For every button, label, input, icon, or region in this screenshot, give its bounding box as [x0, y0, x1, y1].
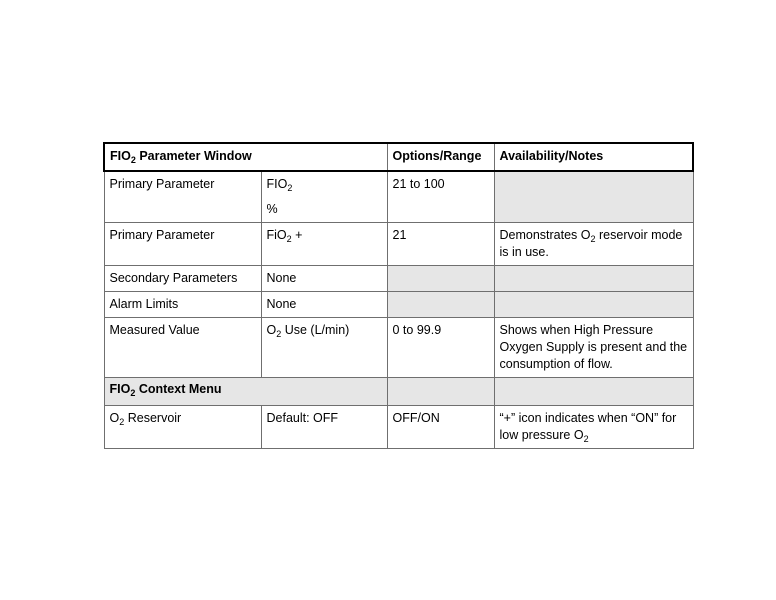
row-range	[387, 292, 494, 318]
row-parameter: None	[261, 266, 387, 292]
context-menu-range	[387, 378, 494, 406]
notes-text: “+” icon indicates when “ON” for low pressure O	[499, 411, 677, 442]
row-label: Measured Value	[104, 318, 261, 378]
notes-text: Demonstrates O	[499, 228, 591, 242]
row-label: Primary Parameter	[104, 223, 261, 266]
row-range: 0 to 99.9	[387, 318, 494, 378]
param-suffix: +	[291, 228, 303, 242]
row-parameter: None	[261, 292, 387, 318]
context-title-prefix: FIO	[109, 382, 131, 396]
table-row	[104, 406, 693, 449]
fio2-parameter-table	[103, 142, 694, 449]
row-label: Primary Parameter	[104, 171, 261, 223]
row-notes: Shows when High Pressure Oxygen Supply is present and the consumption of flow.	[494, 318, 693, 378]
header-title-subscript: 2	[130, 155, 136, 165]
row-notes	[494, 292, 693, 318]
context-menu-notes	[494, 378, 693, 406]
context-title-subscript: 2	[130, 388, 136, 398]
label-text: O	[109, 411, 120, 425]
label-subscript: 2	[119, 417, 125, 427]
row-range: 21 to 100	[387, 171, 494, 223]
context-menu-title	[104, 378, 387, 406]
table-row	[104, 171, 693, 223]
row-label: Secondary Parameters	[104, 266, 261, 292]
row-parameter	[261, 171, 387, 223]
table-header-row	[104, 143, 693, 171]
header-title-suffix: Parameter Window	[135, 149, 252, 163]
notes-subscript: 2	[590, 234, 596, 244]
row-notes	[494, 266, 693, 292]
param-subscript: 2	[287, 183, 293, 193]
row-notes	[494, 406, 693, 449]
header-parameter-window	[104, 143, 387, 171]
row-notes	[494, 223, 693, 266]
table-row	[104, 223, 693, 266]
fio2-parameter-table-container	[103, 142, 692, 449]
header-title-prefix: FIO	[110, 149, 131, 163]
notes-text-end: reservoir mode is in use.	[499, 228, 683, 259]
row-notes	[494, 171, 693, 223]
table-row	[104, 266, 693, 292]
row-parameter	[261, 318, 387, 378]
param-unit: %	[266, 202, 278, 216]
row-parameter	[261, 223, 387, 266]
row-range: 21	[387, 223, 494, 266]
param-suffix: Use (L/min)	[281, 323, 350, 337]
row-label: Alarm Limits	[104, 292, 261, 318]
row-parameter: Default: OFF	[261, 406, 387, 449]
label-suffix: Reservoir	[124, 411, 182, 425]
table-row	[104, 318, 693, 378]
row-range: OFF/ON	[387, 406, 494, 449]
row-label	[104, 406, 261, 449]
context-title-suffix: Context Menu	[135, 382, 222, 396]
context-menu-header-row	[104, 378, 693, 406]
header-options-range: Options/Range	[387, 143, 494, 171]
header-availability-notes: Availability/Notes	[494, 143, 693, 171]
param-text: FiO	[266, 228, 287, 242]
param-subscript: 2	[286, 234, 292, 244]
param-subscript: 2	[276, 329, 282, 339]
table-row	[104, 292, 693, 318]
notes-subscript: 2	[583, 434, 589, 444]
row-range	[387, 266, 494, 292]
param-text: FIO	[266, 177, 288, 191]
param-text: O	[266, 323, 277, 337]
